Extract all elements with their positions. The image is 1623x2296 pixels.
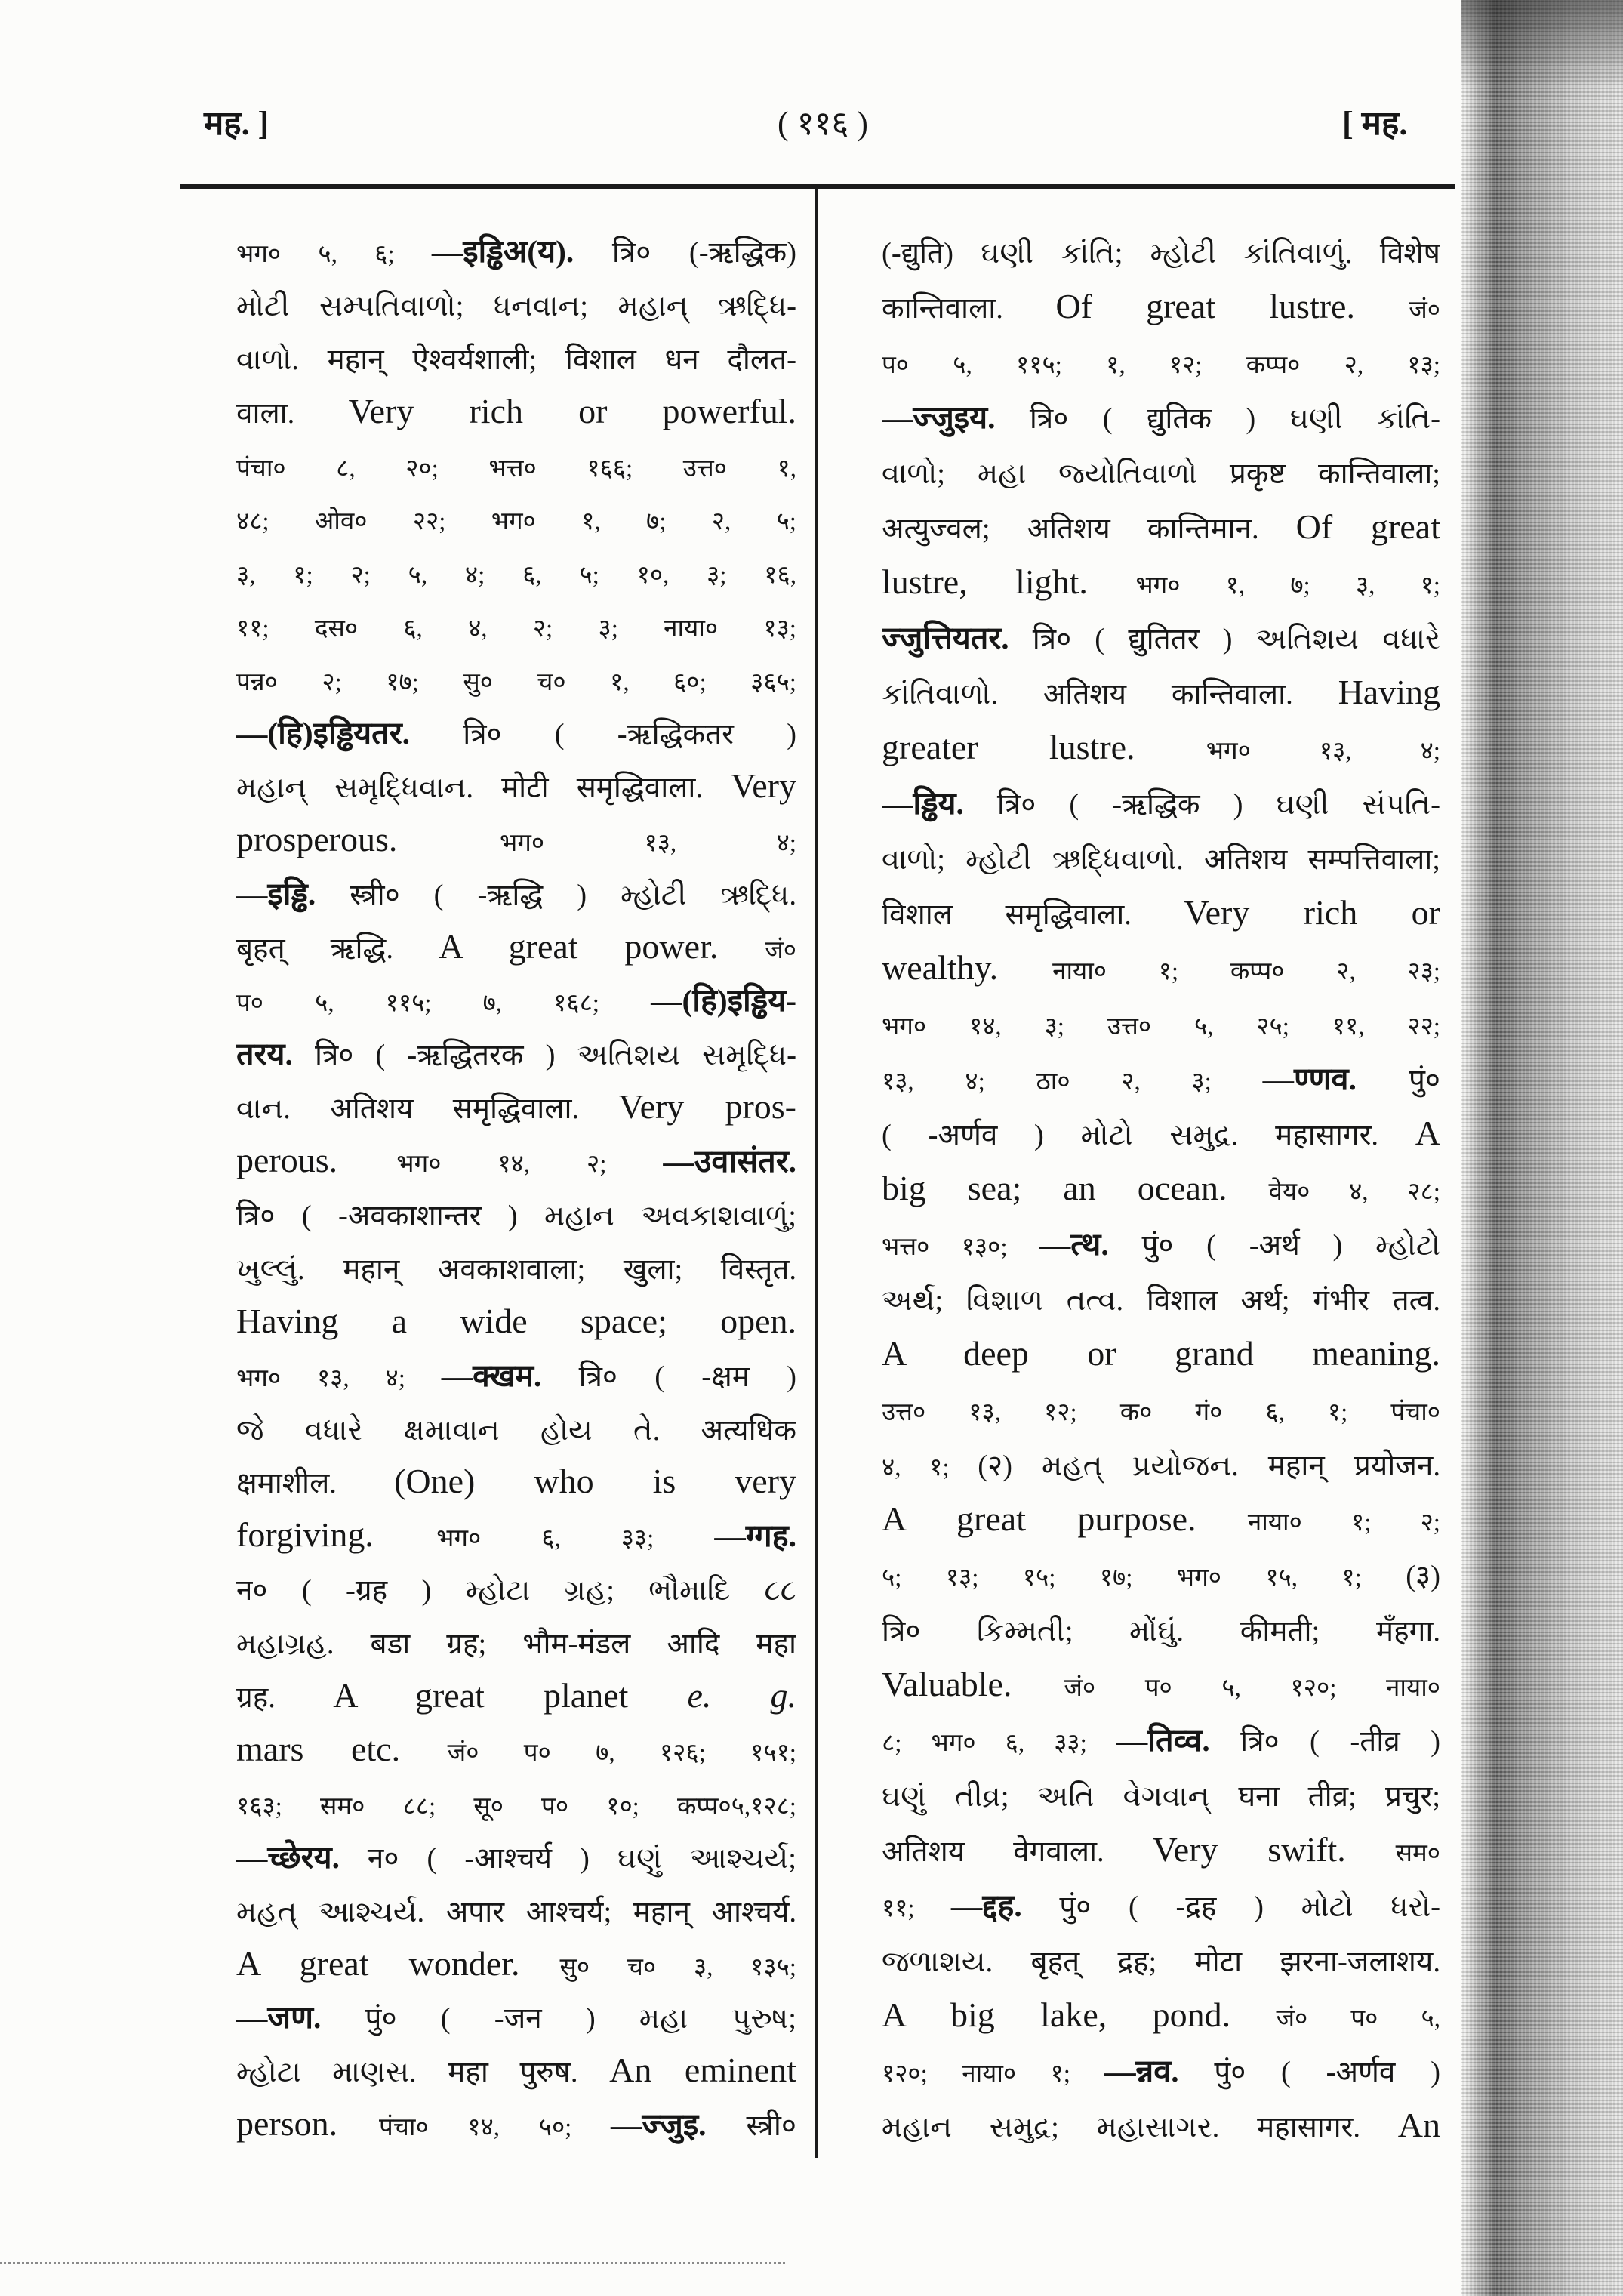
- definition-text: ( -अर्णव ) મોટો સમુદ્ર. महासागर.: [882, 1120, 1415, 1151]
- dictionary-line: [882, 1712, 1440, 1767]
- headword: —जण.: [236, 2000, 322, 2036]
- reference: भग० १३, ४;: [499, 828, 796, 857]
- definition-text: पुं० ( -अर्णव ): [1178, 2057, 1440, 2088]
- dictionary-line: [882, 444, 1440, 499]
- dictionary-line: [882, 1271, 1440, 1326]
- dictionary-line: [236, 1937, 796, 1991]
- headword: —ज्जुइय.: [882, 400, 996, 435]
- dictionary-line: [882, 940, 1440, 995]
- reference: ४, १;: [882, 1453, 978, 1481]
- dictionary-line: [236, 1616, 796, 1669]
- dictionary-line: [882, 609, 1440, 664]
- reference: जं० प० ५, १२०; नाया०: [1064, 1674, 1440, 1702]
- english-abbreviation: e. g.: [687, 1676, 796, 1715]
- dictionary-line: [882, 279, 1440, 334]
- english-gloss: A great wonder.: [236, 1943, 560, 1983]
- reference: नाया० १; कप्प० २, २३;: [1052, 957, 1440, 985]
- english-gloss: Having: [1338, 673, 1440, 711]
- dictionary-line: [236, 1884, 796, 1937]
- dictionary-line: [236, 1723, 796, 1777]
- reference: भग० ५, ६;: [236, 240, 432, 268]
- definition-text: કાંતિવાળો. अतिशय कान्तिवाला.: [882, 679, 1338, 710]
- dictionary-line: [882, 1546, 1440, 1601]
- dictionary-line: [236, 492, 796, 545]
- reference: प० ५, ११५; ७, १६८;: [236, 989, 651, 1018]
- reference: जं०: [765, 935, 796, 964]
- scan-edge-top-shadow: [1461, 0, 1623, 91]
- dictionary-line: [236, 545, 796, 599]
- reference: ११;: [882, 1894, 951, 1922]
- dictionary-line: [882, 1326, 1440, 1381]
- scan-edge-shadow: [1461, 0, 1623, 2296]
- definition-text: क्षमाशील.: [236, 1468, 395, 1500]
- reference: भग० १३, ४;: [236, 1364, 442, 1392]
- dictionary-line: [882, 389, 1440, 444]
- headword: —(हि)इड्ढिय-: [651, 983, 796, 1019]
- dictionary-line: [236, 1348, 796, 1402]
- reference: भग० १, ७; ३, १;: [1135, 572, 1440, 599]
- definition-text: (३): [1406, 1561, 1440, 1592]
- english-gloss: Valuable.: [882, 1665, 1064, 1703]
- english-gloss: forgiving.: [236, 1515, 437, 1555]
- english-gloss: A big lake, pond.: [882, 1996, 1277, 2034]
- english-gloss: mars etc.: [236, 1729, 448, 1768]
- dictionary-line: [236, 920, 796, 974]
- dictionary-line: [882, 1767, 1440, 1822]
- english-gloss: wealthy.: [882, 948, 1053, 987]
- definition-text: न० ( -आश्चर्य ) ઘણું આશ્ચર્ય;: [339, 1842, 796, 1875]
- reference: पन्न० २; १७; सु० च० १, ६०; ३६५;: [236, 668, 796, 697]
- dictionary-line: [236, 1295, 796, 1348]
- dictionary-line: [882, 1822, 1440, 1877]
- dictionary-line: [236, 1188, 796, 1241]
- reference: सु० च० ३, १३५;: [559, 1952, 796, 1981]
- headword: —क्खम.: [441, 1358, 542, 1393]
- english-gloss: big sea; an ocean.: [882, 1169, 1269, 1207]
- definition-text: स्त्री०: [706, 2110, 796, 2143]
- definition-text: त्रि० ( -ऋद्धिकतर ): [410, 719, 796, 751]
- dictionary-line: [882, 1932, 1440, 1987]
- english-gloss: Very rich or: [1184, 893, 1440, 932]
- dictionary-line: [236, 385, 796, 439]
- dictionary-line: [236, 1455, 796, 1509]
- dictionary-line: [236, 867, 796, 920]
- definition-text: विशाल समृद्धिवाला.: [882, 899, 1184, 931]
- english-gloss: An eminent: [609, 2051, 796, 2090]
- definition-text: अतिशय वेगवाला.: [882, 1836, 1153, 1868]
- definition-text: વાળો. महान् ऐश्वर्यशाली; विशाल धन दौलत-: [236, 344, 796, 376]
- english-gloss: A deep or grand meaning.: [882, 1334, 1440, 1373]
- headword: —(हि)इड्ढियतर.: [236, 716, 411, 751]
- reference: भग० १३, ४;: [1206, 737, 1440, 765]
- reference: ३, १; २; ५, ४; ६, ५; १०, ३; १६,: [236, 561, 796, 590]
- dictionary-line: [236, 331, 796, 385]
- dictionary-line: [236, 1990, 796, 2044]
- dictionary-line: [882, 775, 1440, 830]
- dictionary-line: [236, 1027, 796, 1080]
- definition-text: (२) મહત્ પ્રયોજન. महान् प्रयोजन.: [978, 1450, 1440, 1482]
- definition-text: મહત્ આશ્ચર્ય. अपार आश्चर्य; महान् आश्चर्य.: [236, 1896, 796, 1928]
- reference: भग० १४, २;: [396, 1150, 664, 1179]
- reference: उत्त० १३, १२; क० गं० ६, १; पंचा०: [882, 1398, 1440, 1426]
- definition-text: વાળો; મહા જ્યોતિવાળો प्रकृष्ट कान्तिवाला;: [882, 458, 1440, 490]
- english-gloss: A great planet: [333, 1676, 688, 1715]
- reference: पंचा० ८, २०; भत्त० १६६; उत्त० १,: [236, 454, 796, 482]
- reference: १६३; सम० ८८; सू० प० १०; कप्प०५,१२८;: [236, 1792, 796, 1820]
- dictionary-line: [236, 2097, 796, 2151]
- english-gloss: A: [1415, 1114, 1440, 1152]
- definition-text: स्त्री० ( -ऋद्धि ) મ્હોટી ઋદ્ધિ.: [316, 879, 796, 911]
- definition-text: त्रि० ( द्युतिक ) ઘણી કાંતિ-: [995, 403, 1440, 435]
- english-gloss: Very pros-: [618, 1087, 796, 1126]
- definition-text: पुं०: [1356, 1065, 1440, 1096]
- reference: प० ५, ११५; १, १२; कप्प० २, १३;: [882, 351, 1440, 379]
- dictionary-line: [236, 973, 796, 1027]
- definition-text: મ્હોટા માણસ. महा पुरुष.: [236, 2057, 610, 2089]
- english-gloss: greater lustre.: [882, 728, 1206, 766]
- dictionary-line: [236, 2044, 796, 2097]
- definition-text: त्रि० ( -अवकाशान्तर ) મહાન અવકાશવાળું;: [236, 1200, 796, 1233]
- definition-text: त्रि० ( द्युतितर ) અતિશય વધારે: [1009, 624, 1440, 655]
- dictionary-line: [882, 1050, 1440, 1105]
- dictionary-line: [882, 1160, 1440, 1216]
- headword: —उवासंतर.: [663, 1144, 796, 1179]
- english-gloss: A great power.: [439, 926, 765, 966]
- reference: ५; १३; १५; १७; भग० १५, १;: [882, 1564, 1406, 1592]
- headword: —च्छेरय.: [236, 1839, 340, 1875]
- dictionary-line: [236, 760, 796, 813]
- dictionary-line: [236, 278, 796, 331]
- dictionary-line: [882, 334, 1440, 389]
- reference: जं० प० ७, १२६; १५१;: [447, 1738, 796, 1767]
- dictionary-line: [236, 1777, 796, 1830]
- reference: जं० प० ५,: [1276, 2005, 1440, 2032]
- headword: —द्दह.: [950, 1888, 1022, 1923]
- definition-text: पुं० ( -द्रह ) મોટો ધરો-: [1021, 1891, 1440, 1923]
- definition-text: पुं० ( -जन ) મહા પુરુષ;: [321, 2003, 796, 2036]
- english-gloss: A great purpose.: [882, 1499, 1248, 1538]
- definition-text: त्रि० ( -ऋद्धिक ) ઘણી સંપતિ-: [963, 789, 1440, 821]
- dictionary-line: [236, 1509, 796, 1562]
- dictionary-line: [882, 720, 1440, 775]
- column-divider: [815, 187, 818, 2158]
- reference: भत्त० १३०;: [882, 1233, 1039, 1261]
- headword: —तिव्व.: [1116, 1723, 1210, 1758]
- headword: —न्नव.: [1104, 2054, 1179, 2088]
- english-gloss: person.: [236, 2104, 380, 2143]
- dictionary-line: [882, 885, 1440, 940]
- reference: ८; भग० ६, ३३;: [882, 1729, 1116, 1757]
- definition-text: (-द्युति) ઘણી કાંતિ; મ્હોટી કાંતિવાળું. विशेष: [882, 238, 1440, 270]
- reference: भग० ६, ३३;: [436, 1524, 715, 1553]
- dictionary-line: [236, 1830, 796, 1884]
- headword: —ग्गह.: [714, 1518, 796, 1554]
- definition-text: મહાન સમુદ્ર; મહાસાગર. महासागर.: [882, 2112, 1398, 2143]
- definition-text: ઘણું તીવ્ર; અતિ વેગવાન્ घना तीव्र; प्रचुर;: [882, 1781, 1440, 1813]
- english-gloss: Very: [731, 766, 796, 805]
- definition-text: મોટી સમ્પતિવાળો; ધનવાન; મહાન્ ઋદ્ધિ-: [236, 290, 796, 322]
- dictionary-line: [236, 439, 796, 492]
- reference: १२०; नाया० १;: [882, 2060, 1105, 2088]
- dictionary-line: [236, 224, 796, 278]
- headword: —इड्ढि.: [236, 876, 316, 911]
- dictionary-line: [882, 2042, 1440, 2097]
- dictionary-line: [882, 1381, 1440, 1436]
- dictionary-line: [882, 499, 1440, 554]
- dictionary-line: [882, 2097, 1440, 2153]
- running-head-right: [ मह.: [1342, 105, 1408, 142]
- dictionary-line: [882, 1105, 1440, 1160]
- definition-text: ખુલ્લું. महान् अवकाशवाला; खुला; विस्तृत.: [236, 1253, 796, 1286]
- running-head-left: मह. ]: [204, 105, 269, 142]
- definition-text: अत्युज्वल; अतिशय कान्तिमान.: [882, 513, 1296, 545]
- dictionary-line: [236, 1562, 796, 1616]
- reference: भग० १४, ३; उत्त० ५, २५; ११, २२;: [882, 1012, 1440, 1040]
- headword: —ड्ढिय.: [882, 786, 964, 821]
- reference: वेय० ४, २८;: [1268, 1178, 1440, 1206]
- bottom-scan-line: [0, 2262, 785, 2264]
- definition-text: बृहत् ऋद्धि.: [236, 932, 439, 965]
- page-number: ( ११६ ): [778, 105, 868, 142]
- english-gloss: Very rich or powerful.: [348, 391, 796, 430]
- dictionary-line: [236, 1134, 796, 1188]
- reference: जं०: [1409, 296, 1440, 324]
- english-gloss: (One) who is very: [394, 1462, 796, 1501]
- dictionary-line: [882, 664, 1440, 720]
- english-gloss: Very swift.: [1152, 1830, 1396, 1869]
- dictionary-line: [882, 1216, 1440, 1271]
- dictionary-line: [236, 1080, 796, 1134]
- definition-text: અર્થ; વિશાળ તત્વ. विशाल अर्थ; गंभीर तत्व.: [882, 1285, 1440, 1317]
- reference: ४८; ओव० २२; भग० १, ७; २, ५;: [236, 507, 796, 536]
- dictionary-line: [236, 813, 796, 867]
- headword: तरय.: [236, 1037, 293, 1072]
- definition-text: वाला.: [236, 397, 349, 430]
- definition-text: જળાશય. बृहत् द्रह; मोटा झरना-जलाशय.: [882, 1946, 1440, 1978]
- dictionary-line: [236, 706, 796, 760]
- headword: ज्जुत्तियतर.: [882, 621, 1009, 655]
- dictionary-line: [236, 599, 796, 652]
- headword: —इड्ढिअ(य).: [431, 234, 574, 269]
- reference: पंचा० १४, ५०;: [379, 2113, 611, 2142]
- dictionary-line: [882, 223, 1440, 279]
- dictionary-line: [236, 652, 796, 706]
- definition-text: વાળો; મ્હોટી ઋદ્ધિવાળો. अतिशय सम्पत्तिवाला;: [882, 844, 1440, 876]
- english-gloss: An: [1397, 2106, 1440, 2144]
- english-gloss: Of great: [1295, 507, 1440, 546]
- reference: नाया० १; २;: [1247, 1509, 1440, 1536]
- dictionary-line: [882, 554, 1440, 609]
- definition-text: पुं० ( -अर्थ ) મ્હોટો: [1108, 1230, 1440, 1262]
- definition-text: મહાન્ સમૃદ્ધિવાન. मोटी समृद्धिवाला.: [236, 772, 731, 804]
- dictionary-line: [882, 1436, 1440, 1491]
- dictionary-line: [236, 1241, 796, 1295]
- english-gloss: lustre, light.: [882, 562, 1136, 601]
- definition-text: त्रि० ( -तीव्र ): [1209, 1726, 1440, 1758]
- headword: —त्थ.: [1039, 1227, 1109, 1262]
- definition-text: त्रि० ( -ऋद्धितरक ) અતિશય સમૃદ્ધિ-: [292, 1040, 796, 1072]
- dictionary-line: [236, 1402, 796, 1456]
- dictionary-line: [882, 1877, 1440, 1932]
- reference: १३, ४; ठा० २, ३;: [882, 1068, 1263, 1096]
- reference: सम०: [1395, 1839, 1440, 1867]
- dictionary-line: [882, 1601, 1440, 1657]
- definition-text: त्रि० ( -क्षम ): [541, 1361, 796, 1393]
- dictionary-line: [882, 1491, 1440, 1546]
- dictionary-line: [882, 830, 1440, 885]
- english-gloss: Of great lustre.: [1055, 287, 1409, 325]
- headword: —ण्णव.: [1262, 1062, 1357, 1096]
- dictionary-line: [882, 995, 1440, 1050]
- definition-text: न० ( -ग्रह ) મ્હોટા ગ્રહ; ભૌમાદિ ૮૮: [236, 1575, 796, 1607]
- english-gloss: prosperous.: [236, 819, 500, 858]
- dictionary-line: [882, 1987, 1440, 2042]
- definition-text: મહાગ્રહ. बडा ग्रह; भौम-मंडल आदि महा: [236, 1629, 796, 1661]
- definition-text: कान्तिवाला.: [882, 293, 1056, 325]
- dictionary-line: [882, 1657, 1440, 1712]
- definition-text: વાન. अतिशय समृद्धिवाला.: [236, 1093, 619, 1126]
- definition-text: त्रि० (-ऋद्धिक): [574, 237, 796, 269]
- dictionary-line: [236, 1669, 796, 1723]
- definition-text: त्रि० કિમ્મતી; મોંઘું. कीमती; मँहगा.: [882, 1616, 1440, 1647]
- definition-text: જે વધારે ક્ષમાવાન હોય તે. अत्यधिक: [236, 1414, 796, 1447]
- right-column: [882, 223, 1440, 2153]
- reference: ११; दस० ६, ४, २; ३; नाया० १३;: [236, 615, 796, 643]
- headword: —ज्जुइ.: [611, 2107, 707, 2143]
- left-column: [236, 224, 796, 2154]
- english-gloss: perous.: [236, 1141, 397, 1180]
- definition-text: ग्रह.: [236, 1682, 334, 1715]
- english-gloss: Having a wide space; open.: [236, 1301, 796, 1340]
